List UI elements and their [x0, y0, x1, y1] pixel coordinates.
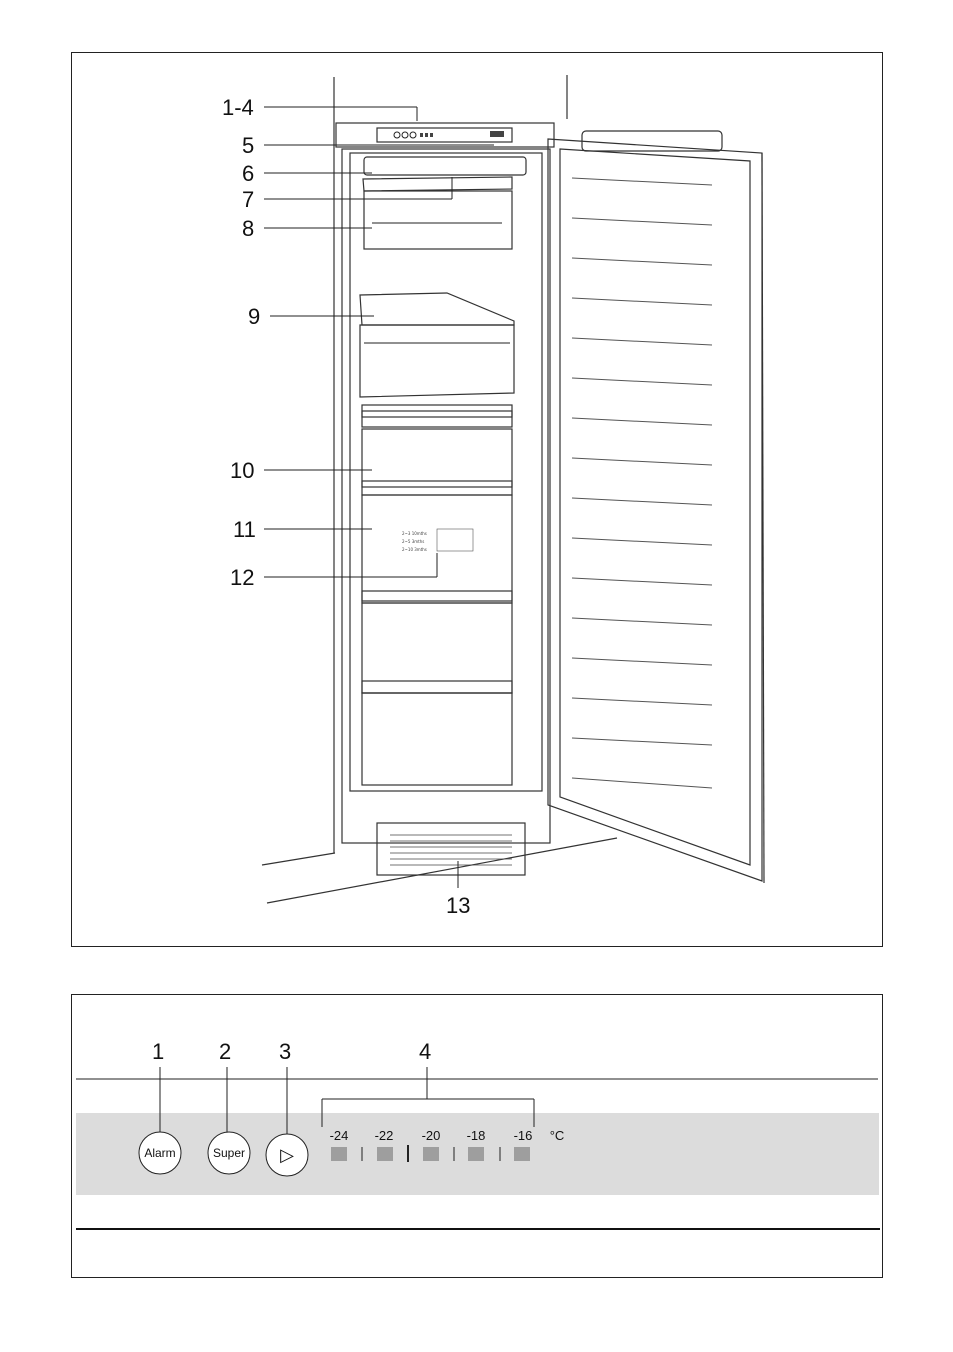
- drawer-label-text: 2~5 3mths: [402, 539, 425, 544]
- control-panel-diagram-frame: [71, 994, 883, 1278]
- display-window: [490, 131, 504, 137]
- temp-label-20: -20: [421, 1128, 441, 1143]
- callout-13: 13: [446, 893, 471, 918]
- drawer-10: [362, 429, 512, 487]
- temp-label-22: -22: [374, 1128, 394, 1143]
- callout-11: 11: [233, 517, 256, 542]
- freezer-diagram-frame: [71, 52, 883, 947]
- ice-container: [364, 191, 512, 249]
- temp-indicator: [423, 1147, 439, 1161]
- drawer-label-text: 2~10 3mths: [402, 547, 427, 552]
- door-handle: [582, 131, 722, 151]
- ice-tray-lid: [364, 157, 526, 175]
- temp-indicator: [514, 1147, 530, 1161]
- callout-2: 2: [219, 1039, 232, 1064]
- callout-9: 9: [248, 304, 261, 329]
- lower-drawer: [362, 603, 512, 693]
- play-icon: ▷: [280, 1145, 294, 1166]
- ventilation-grille: [377, 823, 525, 875]
- freezer-door: [548, 139, 762, 881]
- alarm-button[interactable]: [139, 1132, 181, 1174]
- big-drawer: [360, 325, 514, 397]
- freezing-calendar-icons: [437, 529, 473, 551]
- callout-6: 6: [242, 161, 255, 186]
- temp-indicator: [468, 1147, 484, 1161]
- callout-10: 10: [230, 458, 255, 483]
- control-panel-diagram: [72, 995, 884, 1279]
- temp-label-24: -24: [329, 1128, 349, 1143]
- callout-8: 8: [242, 216, 255, 241]
- callout-1-4: 1-4: [222, 95, 254, 120]
- callout-12: 12: [230, 565, 255, 590]
- temp-label-18: -18: [466, 1128, 486, 1143]
- bottom-drawer: [362, 693, 512, 785]
- super-button[interactable]: [208, 1132, 250, 1174]
- temp-label-16: -16: [513, 1128, 533, 1143]
- alarm-button-label: Alarm: [144, 1146, 176, 1160]
- temp-indicator: [331, 1147, 347, 1161]
- callout-7: 7: [242, 187, 255, 212]
- super-button-label: Super: [212, 1146, 246, 1160]
- freezer-diagram: [72, 53, 884, 948]
- next-button[interactable]: [266, 1134, 308, 1176]
- temp-indicator: [377, 1147, 393, 1161]
- callout-3: 3: [279, 1039, 292, 1064]
- drawer-label-text: 2~3 10mths: [402, 531, 427, 536]
- temp-unit-label: °C: [549, 1128, 565, 1143]
- control-panel-strip: [336, 123, 554, 147]
- callout-4: 4: [419, 1039, 432, 1064]
- callout-1: 1: [152, 1039, 165, 1064]
- callout-5: 5: [242, 133, 255, 158]
- freezer-shelf: [360, 293, 514, 325]
